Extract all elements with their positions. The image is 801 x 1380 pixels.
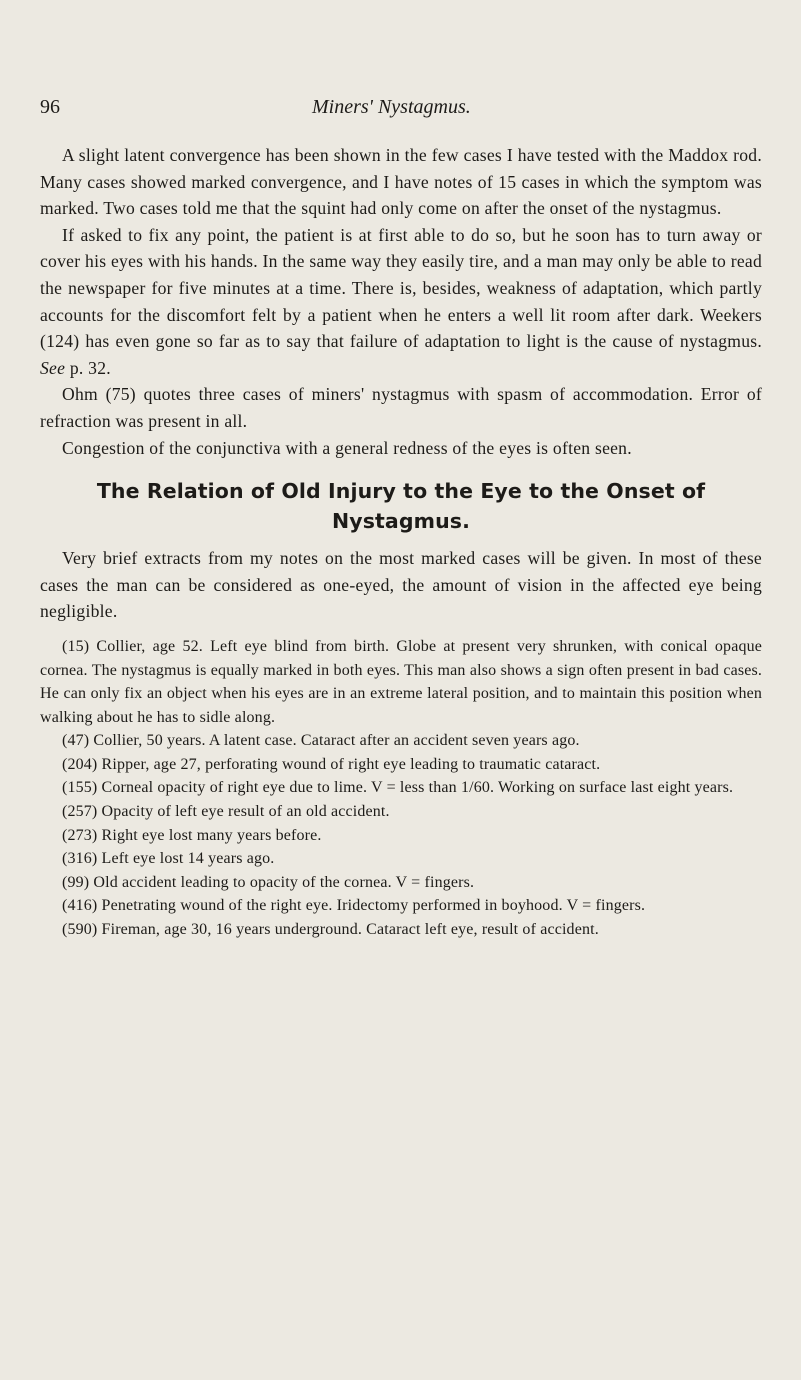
paragraph-congestion: Congestion of the conjunctiva with a general redness of the eyes is often seen. bbox=[62, 437, 632, 458]
page-header bbox=[40, 96, 760, 126]
case-entry: (99) Old accident leading to opacity of the cornea. V = fingers. bbox=[62, 873, 475, 891]
section-intro-paragraph: Very brief extracts from my notes on the most marked cases will be given. In most of these cases the man can be considered as one-eyed, the amount of vision in the affected eye being negligible. bbox=[40, 548, 762, 622]
case-entry: (47) Collier, 50 years. A latent case. Cataract after an accident seven years ago. bbox=[62, 732, 580, 750]
paragraph-fixation bbox=[40, 222, 762, 382]
see-reference-page: p. 32. bbox=[69, 357, 111, 378]
paragraph-fixation-text: If asked to fix any point, the patient is at first able to do so, but he soon has to turn away or cover his eyes with his hands. In the same way they easily tire, and a man may only be able to read the newspaper for five minutes at a time. There is, besides, weakness of adaptation, which partly accounts for the discomfort felt by a patient when he enters a well lit room after dark. Weekers (124) has even gone so far as to say that failure of adaptation to light is the cause of nystagmus. bbox=[40, 224, 762, 352]
case-entry: (316) Left eye lost 14 years ago. bbox=[62, 850, 275, 868]
page-number: 96 bbox=[40, 96, 60, 118]
case-entry: (257) Opacity of left eye result of an old accident. bbox=[62, 803, 390, 821]
case-entry: (416) Penetrating wound of the right eye. Iridectomy performed in boyhood. V = fingers. bbox=[62, 897, 646, 915]
section-heading: The Relation of Old Injury to the Eye to the Onset of Nystagmus. bbox=[96, 479, 706, 534]
case-list bbox=[40, 635, 762, 942]
case-entry: (15) Collier, age 52. Left eye blind from birth. Globe at present very shrunken, with conical opaque cornea. The nystagmus is equally marked in both eyes. This man also shows a sign often present in bad cases. He can only fix an object when his eyes are in an extreme lateral position, and to maintain this position when walking about he has to sidle along. bbox=[40, 637, 762, 726]
case-entry: (273) Right eye lost many years before. bbox=[62, 826, 322, 844]
running-title: Miners' Nystagmus. bbox=[312, 96, 471, 118]
see-reference-label: See bbox=[40, 357, 66, 378]
paragraph-latent-convergence: A slight latent convergence has been shown in the few cases I have tested with the Maddox rod. Many cases showed marked convergence, and I have notes of 15 cases in which the symptom was marked. Two cases told me that the squint had only come on after the onset of the nystagmus. bbox=[40, 145, 762, 219]
case-entry: (204) Ripper, age 27, perforating wound of right eye leading to traumatic cataract. bbox=[62, 755, 601, 773]
page-body bbox=[40, 142, 762, 942]
case-entry: (590) Fireman, age 30, 16 years underground. Cataract left eye, result of accident. bbox=[62, 921, 599, 939]
paragraph-ohm: Ohm (75) quotes three cases of miners' nystagmus with spasm of accommodation. Error of refraction was present in all. bbox=[40, 384, 762, 431]
case-entry: (155) Corneal opacity of right eye due to lime. V = less than 1/60. Working on surface last eight years. bbox=[62, 779, 734, 797]
